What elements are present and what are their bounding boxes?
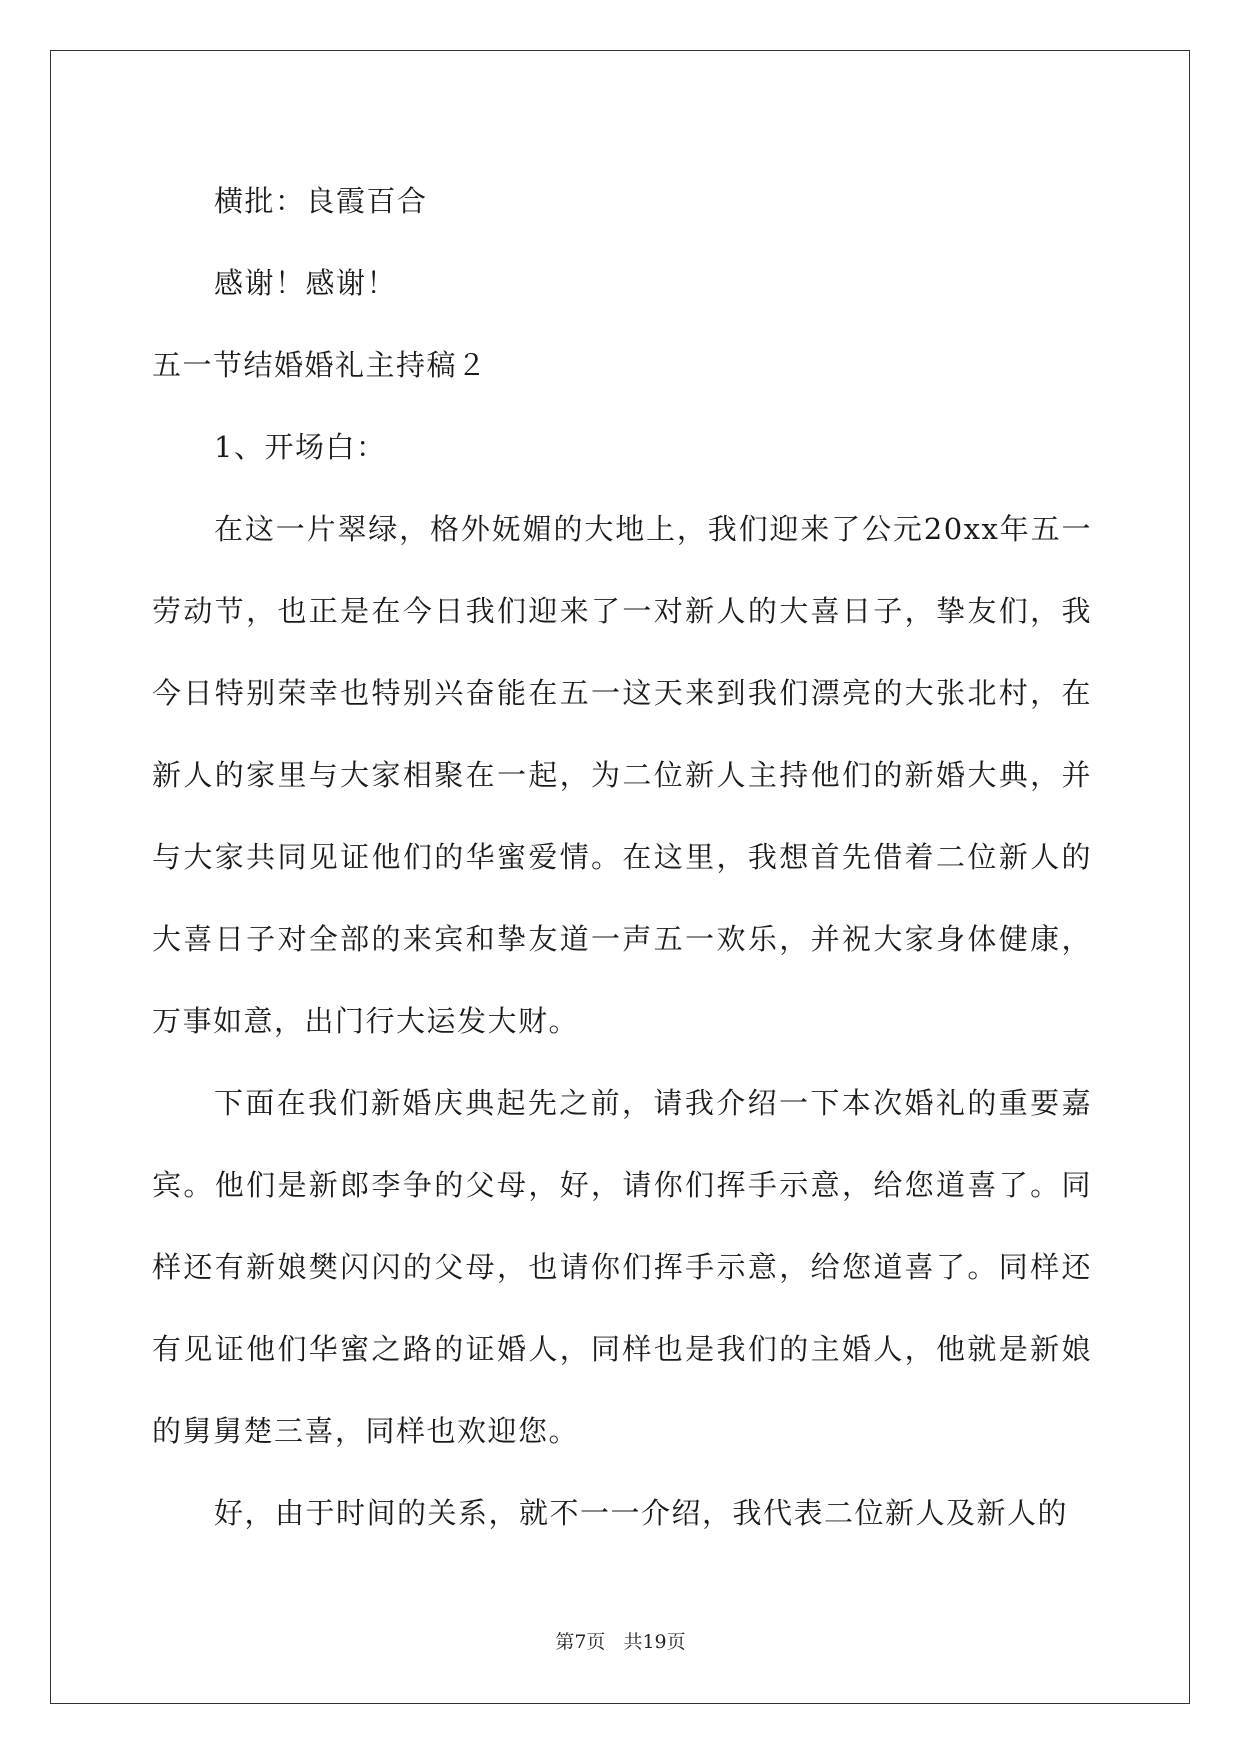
- paragraph-hengpi: 横批：良霞百合: [214, 184, 428, 218]
- page-number: 第7页: [555, 1631, 606, 1653]
- paragraph-opening-heading: 1、开场白：: [214, 430, 387, 464]
- page-footer: [0, 1627, 1241, 1654]
- paragraph-guests: 下面在我们新婚庆典起先之前，请我介绍一下本次婚礼的重要嘉宾。他们是新郎李争的父母，好，请你们挥手示意，给您道喜了。同样还有新娘樊闪闪的父母，也请你们挥手示意，给您道喜了。同样还有见证他们华蜜之路的证婚人，同样也是我们的主婚人，他就是新娘的舅舅楚三喜，同样也欢迎您。: [152, 1086, 1092, 1448]
- paragraph-closing: 好，由于时间的关系，就不一一介绍，我代表二位新人及新人的: [214, 1496, 1069, 1530]
- paragraph-thanks: 感谢！感谢！: [214, 266, 398, 300]
- document-body: [152, 160, 1092, 1554]
- paragraph-opening: 在这一片翠绿，格外妩媚的大地上，我们迎来了公元20xx年五一劳动节，也正是在今日我们迎来了一对新人的大喜日子，挚友们，我今日特别荣幸也特别兴奋能在五一这天来到我们漂亮的大张北村，在新人的家里与大家相聚在一起，为二位新人主持他们的新婚大典，并与大家共同见证他们的华蜜爱情。在这里，我想首先借着二位新人的大喜日子对全部的来宾和挚友道一声五一欢乐，并祝大家身体健康，万事如意，出门行大运发大财。: [152, 512, 1092, 1038]
- page-total: 共19页: [623, 1631, 686, 1653]
- section-title: 五一节结婚婚礼主持稿２: [152, 348, 488, 382]
